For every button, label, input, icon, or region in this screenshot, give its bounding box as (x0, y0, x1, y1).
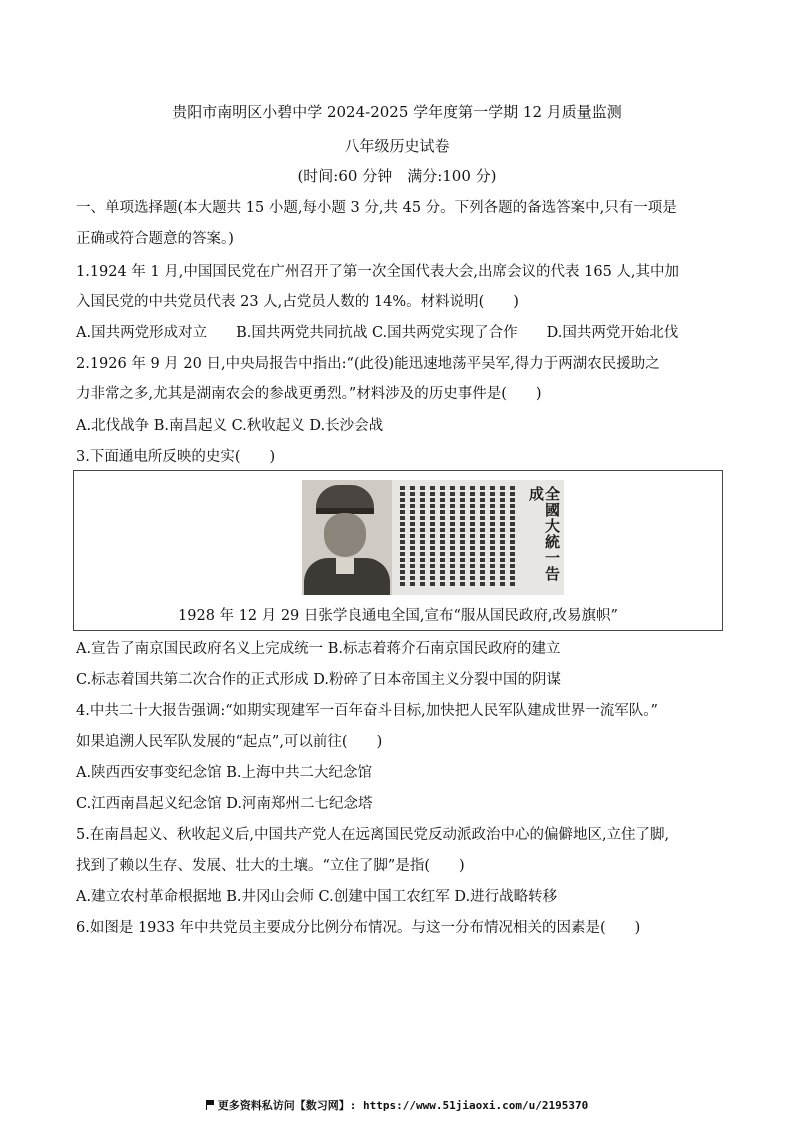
question-4-options-line2: C.江西南昌起义纪念馆 D.河南郑州二七纪念塔 (76, 796, 373, 812)
question-5-options: A.建立农村革命根据地 B.井冈山会师 C.创建中国工农红军 D.进行战略转移 (76, 889, 558, 905)
section-instructions-line1: 一、单项选择题(本大题共 15 小题,每小题 3 分,共 45 分。下列各题的备选答案中,只有一项是 (76, 200, 677, 216)
question-6-stem: 6.如图是 1933 年中共党员主要成分比例分布情况。与这一分布情况相关的因素是( ) (76, 920, 641, 936)
exam-time-info: (时间:60 分钟 满分:100 分) (297, 167, 497, 185)
exam-title: 贵阳市南明区小碧中学 2024-2025 学年度第一学期 12 月质量监测 (172, 103, 622, 121)
newspaper-photo (302, 480, 564, 595)
question-1-stem-line2: 入国民党的中共党员代表 23 人,占党员人数的 14%。材料说明( ) (76, 294, 519, 310)
question-1-stem-line1: 1.1924 年 1 月,中国国民党在广州召开了第一次全国代表大会,出席会议的代表 165 人,其中加 (76, 264, 680, 280)
footer-link[interactable] (0, 1097, 794, 1113)
question-3-options-line2: C.标志着国共第二次合作的正式形成 D.粉碎了日本帝国主义分裂中国的阴谋 (76, 672, 562, 688)
telegram-figure (73, 470, 723, 631)
footer-text: 更多资料私访问【数习网】: https://www.51jiaoxi.com/u/2195370 (217, 1099, 589, 1112)
question-3-options-line1: A.宣告了南京国民政府名义上完成统一 B.标志着蒋介石南京国民政府的建立 (76, 641, 561, 657)
question-2-stem-line1: 2.1926 年 9 月 20 日,中央局报告中指出:“(此役)能迅速地荡平吴军,得力于两湖农民援助之 (76, 356, 660, 372)
question-5-stem-line1: 5.在南昌起义、秋收起义后,中国共产党人在远离国民党反动派政治中心的偏僻地区,立住了脚, (76, 827, 670, 843)
question-3-stem: 3.下面通电所反映的史实( ) (76, 449, 276, 465)
question-2-options: A.北伐战争 B.南昌起义 C.秋收起义 D.长沙会战 (76, 418, 384, 434)
flag-icon (206, 1100, 215, 1110)
question-4-options-line1: A.陕西西安事变纪念馆 B.上海中共二大纪念馆 (76, 765, 372, 781)
question-1-options: A.国共两党形成对立 B.国共两党共同抗战 C.国共两党实现了合作 D.国共两党开始北伐 (76, 325, 679, 341)
figure-caption: 1928 年 12 月 29 日张学良通电全国,宣布“服从国民政府,改易旗帜” (178, 608, 618, 624)
exam-subtitle: 八年级历史试卷 (344, 137, 450, 155)
newspaper-headline: 全國大統一告成 (527, 486, 561, 582)
portrait-image (302, 480, 392, 595)
question-5-stem-line2: 找到了赖以生存、发展、壮大的土壤。“立住了脚”是指( ) (76, 858, 465, 874)
question-2-stem-line2: 力非常之多,尤其是湖南农会的参战更勇烈。”材料涉及的历史事件是( ) (76, 386, 542, 402)
question-4-stem-line2: 如果追溯人民军队发展的“起点”,可以前往( ) (76, 734, 383, 750)
question-4-stem-line1: 4.中共二十大报告强调:“如期实现建军一百年奋斗目标,加快把人民军队建成世界一流军队。” (76, 703, 658, 719)
face-shape (324, 513, 366, 557)
collar-shape (336, 558, 354, 574)
section-instructions-line2: 正确或符合题意的答案。) (76, 231, 234, 247)
newspaper-text-columns (398, 486, 516, 590)
